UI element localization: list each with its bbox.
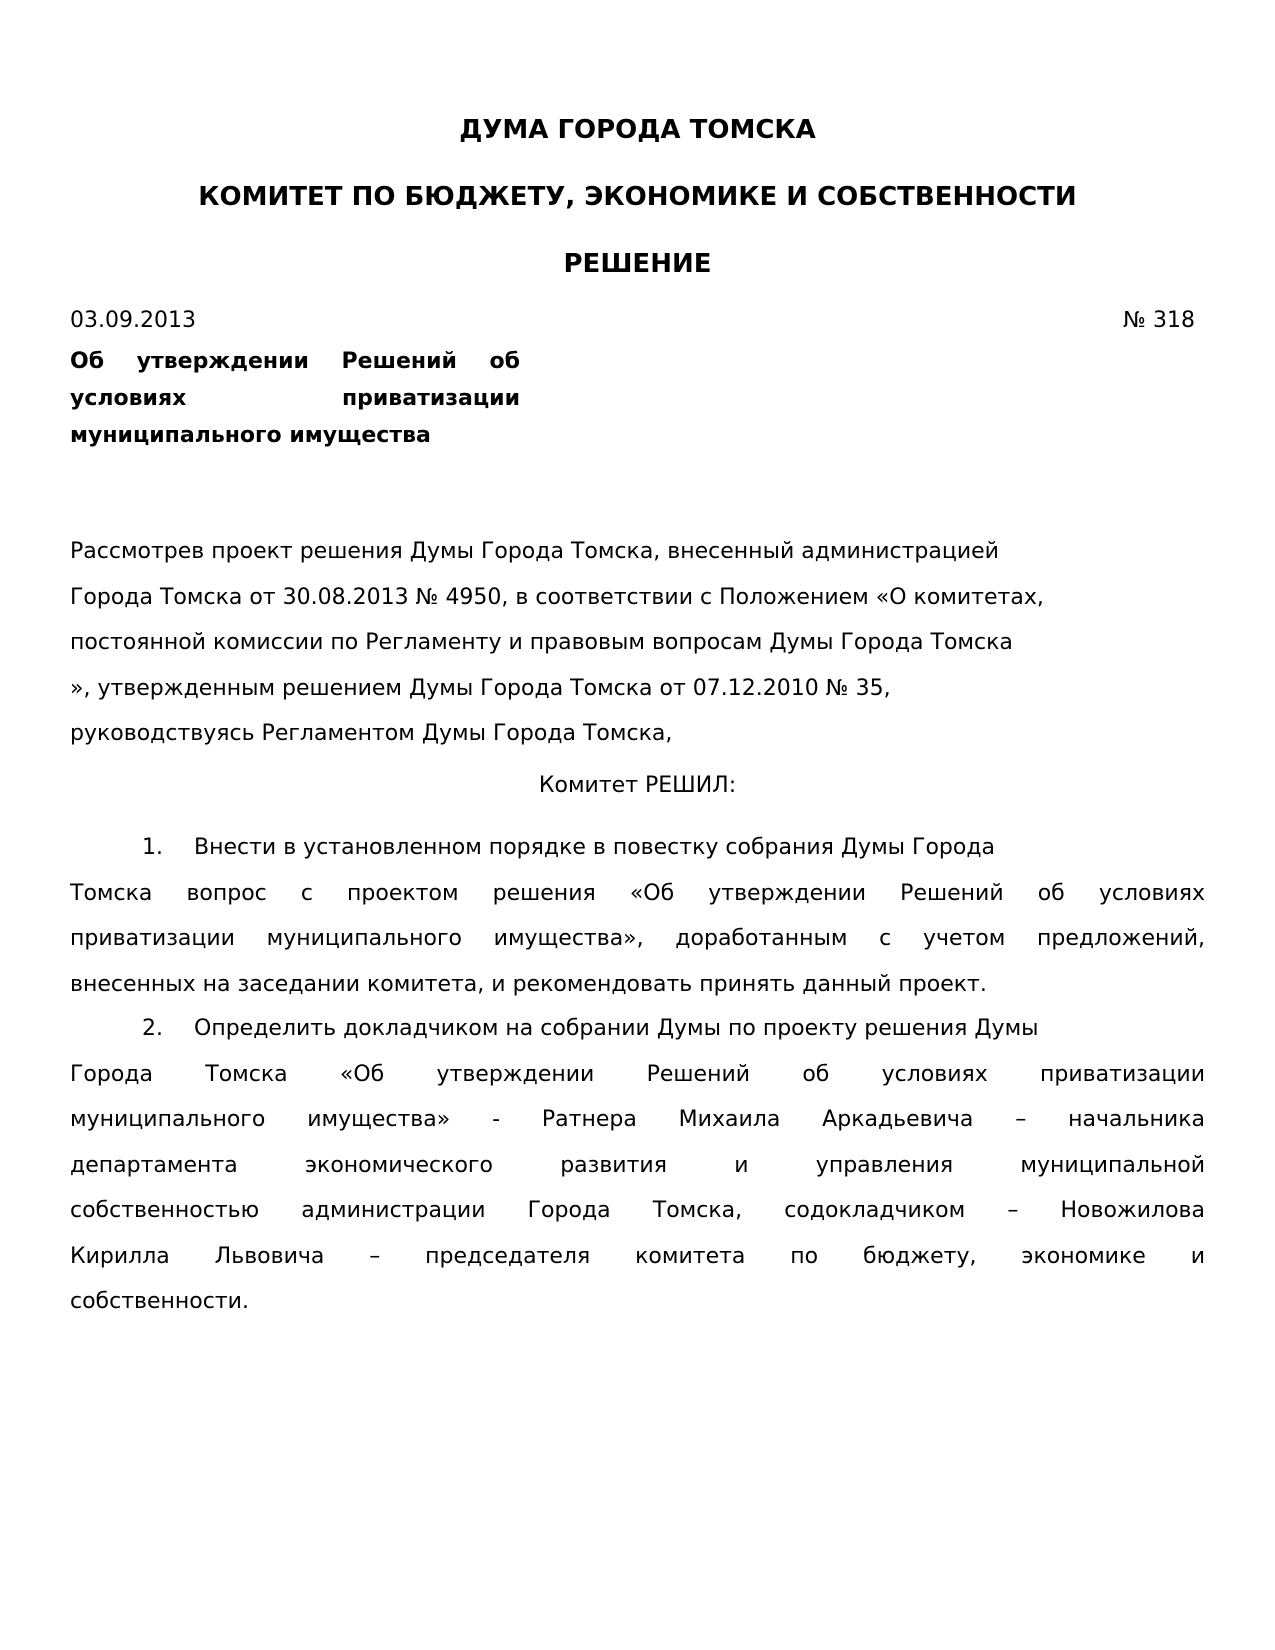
decision-date: 03.09.2013 (70, 308, 196, 333)
item-first-line (70, 825, 1205, 871)
item-number: 2. (142, 1016, 163, 1041)
item-number: 1. (142, 835, 163, 860)
preamble-paragraph (70, 529, 1200, 757)
subject-line: условиях приватизации (70, 386, 520, 411)
organization-title: ДУМА ГОРОДА ТОМСКА (459, 115, 816, 145)
item-line: Города Томска «Об утверждении Решений об условиях приватизации (70, 1061, 1205, 1087)
document-type-title: РЕШЕНИЕ (563, 249, 712, 279)
decision-number: № 318 (1123, 308, 1195, 333)
item-line: муниципального имущества» - Ратнера Михаила Аркадьевича – начальника (70, 1107, 1205, 1132)
subject-line: муниципального имущества (70, 423, 431, 448)
item-line: собственности. (70, 1289, 249, 1314)
subject-line: Об утверждении Решений об (70, 349, 520, 374)
preamble-line: Рассмотрев проект решения Думы Города Томска, внесенный администрацией (70, 539, 999, 564)
preamble-line: », утвержденным решением Думы Города Томска от 07.12.2010 № 35, (70, 675, 891, 701)
item-line: Определить докладчиком на собрании Думы по проекту решения Думы (194, 1016, 1039, 1041)
decision-item-1 (70, 825, 1205, 1007)
preamble-line: постоянной комиссии по Регламенту и правовым вопросам Думы Города Томска (70, 630, 1013, 655)
decision-item-2 (70, 1006, 1205, 1325)
decision-subject (70, 343, 520, 454)
item-line: внесенных на заседании комитета, и рекомендовать принять данный проект. (70, 971, 987, 997)
preamble-line: Города Томска от 30.08.2013 № 4950, в соответствии с Положением «О комитетах, (70, 584, 1044, 610)
item-line: департамента экономического развития и управления муниципальной (70, 1152, 1205, 1178)
item-first-line (70, 1006, 1205, 1052)
decision-label: Комитет РЕШИЛ: (538, 773, 737, 798)
item-line: Томска вопрос с проектом решения «Об утверждении Решений об условиях (70, 880, 1205, 906)
item-line: приватизации муниципального имущества», доработанным с учетом предложений, (70, 926, 1205, 951)
committee-title: КОМИТЕТ ПО БЮДЖЕТУ, ЭКОНОМИКЕ И СОБСТВЕННОСТИ (198, 182, 1077, 212)
preamble-line: руководствуясь Регламентом Думы Города Томска, (70, 721, 673, 746)
item-line: Внести в установленном порядке в повестку собрания Думы Города (194, 835, 996, 860)
item-line: Кирилла Львовича – председателя комитета по бюджету, экономике и (70, 1243, 1205, 1269)
item-line: собственностью администрации Города Томска, содокладчиком – Новожилова (70, 1198, 1205, 1223)
